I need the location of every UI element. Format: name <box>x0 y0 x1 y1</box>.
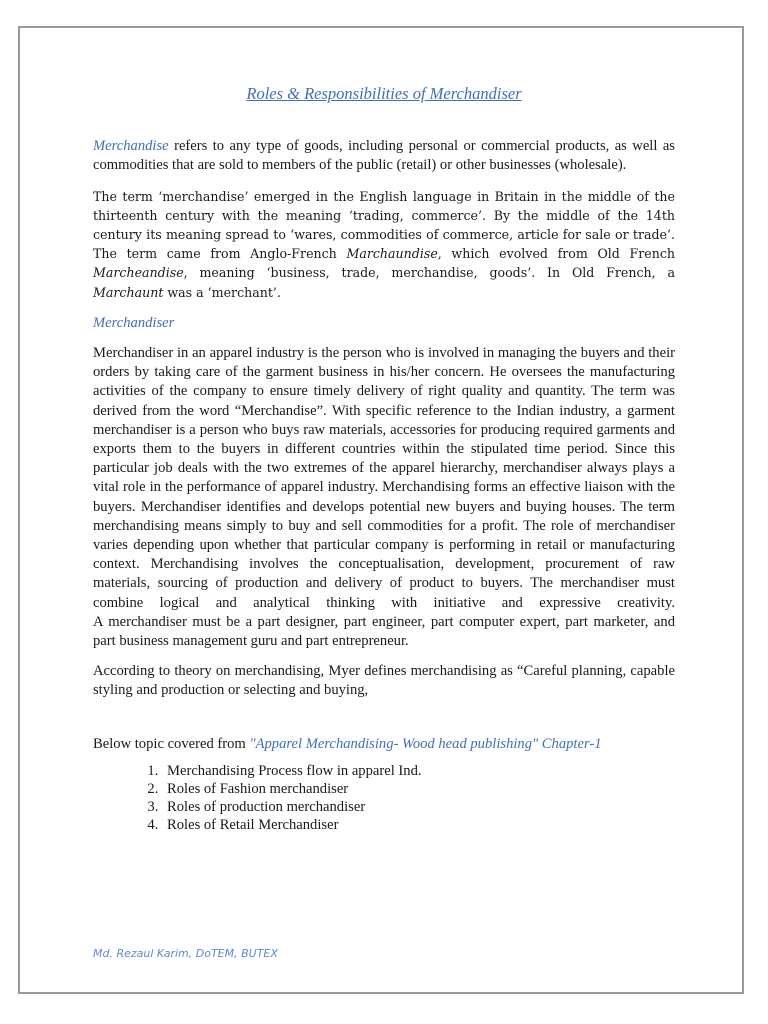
topic-list <box>93 762 675 834</box>
list-item: 4. Roles of Retail Merchandiser <box>162 816 675 834</box>
list-item: 3. Roles of production merchandiser <box>162 798 675 816</box>
intro-term: Merchandise <box>93 138 169 155</box>
merchandiser-subheading: Merchandiser <box>93 314 175 331</box>
list-item: 2. Roles of Fashion merchandiser <box>162 780 675 798</box>
merchandiser-paragraph: Merchandiser in an apparel industry is the person who is involved in managing the buyers and their orders by taking care of the garment business in his/her concern. He oversees the manufacturing activities of the company to ensure timely delivery of right quality and quantity. The term was derived from the word “Merchandise”. With specific reference to the Indian industry, a garment merchandiser is a person who buys raw materials, accessories for producing required garments and exports them to the buyers in different countries within the stipulated time period. Since this particular job deals with the two extremes of the apparel hierarchy, merchandiser always plays a vital role in the performance of apparel industry. Merchandising forms an effective liaison with the buyers. Merchandiser identifies and develops potential new buyers and buying houses. The term merchandising means simply to buy and sell commodities for a profit. The role of merchandiser varies depending upon whether that particular company is performing in retail or manufacturing context. Merchandising involves the conceptualisation, development, procurement of raw materials, sourcing of production and delivery of product to buyers. The merchandiser must combine logical and analytical thinking with initiative and expressive creativity. <box>93 345 675 611</box>
intro-text: refers to any type of goods, including personal or commercial products, as well as commodities that are sold to members of the public (retail) or other businesses (wholesale). <box>93 138 675 174</box>
document-title: Roles & Responsibilities of Merchandiser <box>246 84 522 103</box>
history-text-2: , which evolved from Old French <box>437 246 675 262</box>
intro-paragraph <box>93 137 675 175</box>
page-footer: Md. Rezaul Karim, DoTEM, BUTEX <box>93 947 278 960</box>
list-item: 1. Merchandising Process flow in apparel Ind. <box>162 762 675 780</box>
history-term-2: Marcheandise <box>93 265 184 281</box>
history-term-1: Marchaundise <box>346 246 438 262</box>
history-text-4: was a ‘merchant’. <box>163 284 281 300</box>
history-term-3: Marchaunt <box>93 284 164 300</box>
history-text-1: The term ‘merchandise’ emerged in the English language in Britain in the middle of the thirteenth century with the meaning ‘trading, commerce’. By the middle of the 14th century its meaning spread to ‘wares, commodities of commerce, article for sale or trade’. The term came from Anglo-French <box>93 188 675 262</box>
merchandiser-paragraph-end: A merchandiser must be a part designer, part engineer, part computer expert, part marketer, and part business management guru and part entrepreneur. <box>93 613 675 650</box>
document-body <box>93 84 675 834</box>
myer-paragraph: According to theory on merchandising, Myer defines merchandising as “Careful planning, capable styling and production or selecting and buying, <box>93 663 675 699</box>
source-line <box>93 735 675 754</box>
source-reference: "Apparel Merchandising- Wood head publishing" Chapter-1 <box>249 735 602 752</box>
source-prefix: Below topic covered from <box>93 735 250 752</box>
history-text-3: , meaning ‘business, trade, merchandise, goods’. In Old French, a <box>183 265 675 281</box>
history-paragraph <box>93 187 675 302</box>
